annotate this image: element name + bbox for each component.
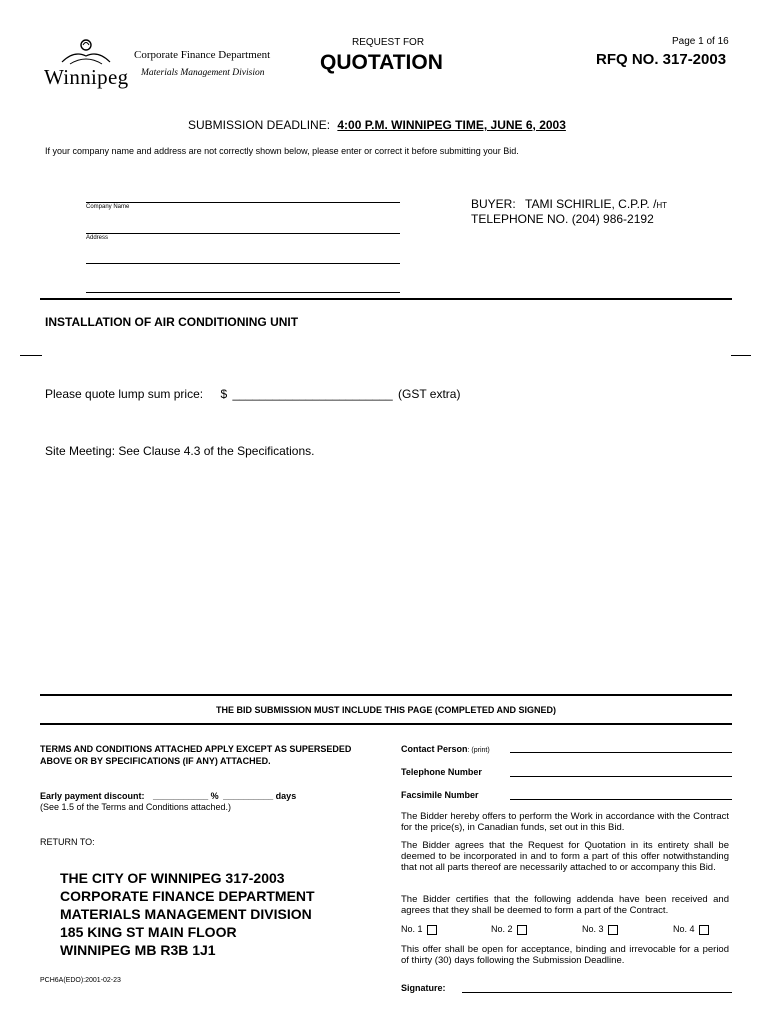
page-info: Page 1 of 16 [672,36,729,47]
buyer-name: TAMI SCHIRLIE, C.P.P. /ht [525,197,668,211]
bidder-offer-text: The Bidder hereby offers to perform the Work in accordance with the Contract for the price(s), in Canadian funds, set out in this Bid. [401,811,729,833]
address-line: MATERIALS MANAGEMENT DIVISION [60,906,312,922]
company-name-line[interactable] [86,202,400,203]
buyer-info [471,197,667,211]
addendum-label: No. 3 [582,924,604,934]
price-label: Please quote lump sum price: [45,387,204,401]
addendum-3[interactable] [582,924,618,935]
deadline-note: If your company name and address are not correctly shown below, please enter or correct it before submitting your Bid. [45,146,519,156]
margin-mark-right [731,355,751,356]
discount-percent-input[interactable]: ___________ % [153,791,219,801]
address-line: THE CITY OF WINNIPEG 317-2003 [60,870,285,886]
addendum-2[interactable] [491,924,527,935]
telephone-number-input[interactable] [510,776,732,777]
price-input[interactable]: ________________________ [232,387,393,401]
deadline-label: SUBMISSION DEADLINE: [188,118,331,132]
contact-person-input[interactable] [510,752,732,753]
discount-note: (See 1.5 of the Terms and Conditions attached.) [40,802,231,812]
telephone-number-label: Telephone Number [401,767,482,777]
address-line-2[interactable] [86,263,400,264]
address-line-3[interactable] [86,292,400,293]
project-title: INSTALLATION OF AIR CONDITIONING UNIT [45,315,299,329]
logo-emblem-icon [40,36,130,66]
bidder-agreement-text: The Bidder agrees that the Request for Quotation in its entirety shall be deemed to be incorporated in and to form a part of this offer notwithstanding that not all parts thereof are necessarily attached to or accompany this Bid. [401,840,729,873]
price-suffix: (GST extra) [397,387,461,401]
department-name: Corporate Finance Department [134,49,271,61]
discount-days-input[interactable]: __________ days [223,791,297,801]
address-line: WINNIPEG MB R3B 1J1 [60,942,216,958]
bid-banner: THE BID SUBMISSION MUST INCLUDE THIS PAGE (COMPLETED AND SIGNED) [215,705,556,715]
rfq-number: RFQ NO. 317-2003 [596,51,727,68]
address-label: Address [86,235,109,241]
address-line-1[interactable] [86,233,400,234]
bid-banner-bottom-rule [40,723,732,727]
contact-person-label: Contact Person [401,744,468,754]
bid-banner-top-rule [40,694,732,698]
request-for-label: REQUEST FOR [352,37,425,48]
discount-label: Early payment discount: [40,791,145,801]
lump-sum-price [45,387,460,401]
deadline-value: 4:00 P.M. WINNIPEG TIME, JUNE 6, 2003 [337,118,566,132]
site-meeting-note: Site Meeting: See Clause 4.3 of the Specifications. [45,444,315,458]
checkbox[interactable] [608,925,618,935]
addendum-label: No. 4 [673,924,695,934]
checkbox[interactable] [427,925,437,935]
checkbox[interactable] [699,925,709,935]
margin-mark-left [20,355,42,356]
contact-person-row [401,744,490,754]
addendum-label: No. 2 [491,924,513,934]
contact-print-note: : (print) [467,747,490,754]
quotation-title: QUOTATION [320,51,443,74]
buyer-telephone: TELEPHONE NO. (204) 986-2192 [471,212,654,226]
facsimile-number-label: Facsimile Number [401,790,479,800]
address-line: CORPORATE FINANCE DEPARTMENT [60,888,315,904]
return-address [60,869,315,959]
form-code: PCH6A(EDO):2001-02-23 [40,977,121,984]
early-payment-discount [40,791,296,801]
checkbox[interactable] [517,925,527,935]
division-name: Materials Management Division [141,68,265,78]
terms-notice: TERMS AND CONDITIONS ATTACHED APPLY EXCEPT AS SUPERSEDED ABOVE OR BY SPECIFICATIONS (IF ANY) ATTACHED. [40,744,352,766]
company-name-label: Company Name [86,204,130,210]
offer-validity-text: This offer shall be open for acceptance, binding and irrevocable for a period of thirty (30) days following the Submission Deadline. [401,944,729,966]
return-to-label: RETURN TO: [40,837,95,847]
signature-label: Signature: [401,983,446,993]
addenda-certification-text: The Bidder certifies that the following addenda have been received and agrees that they shall be deemed to form a part of the Contract. [401,894,729,916]
addendum-label: No. 1 [401,924,423,934]
submission-deadline [188,118,566,132]
buyer-label: BUYER: [471,197,516,211]
logo-wordmark: Winnipeg [44,65,129,89]
winnipeg-logo [40,36,130,96]
facsimile-number-input[interactable] [510,799,732,800]
address-line: 185 KING ST MAIN FLOOR [60,924,237,940]
signature-input[interactable] [462,992,732,993]
addendum-4[interactable] [673,924,709,935]
addendum-1[interactable] [401,924,437,935]
price-currency: $ [220,387,228,401]
section-divider [40,298,732,302]
